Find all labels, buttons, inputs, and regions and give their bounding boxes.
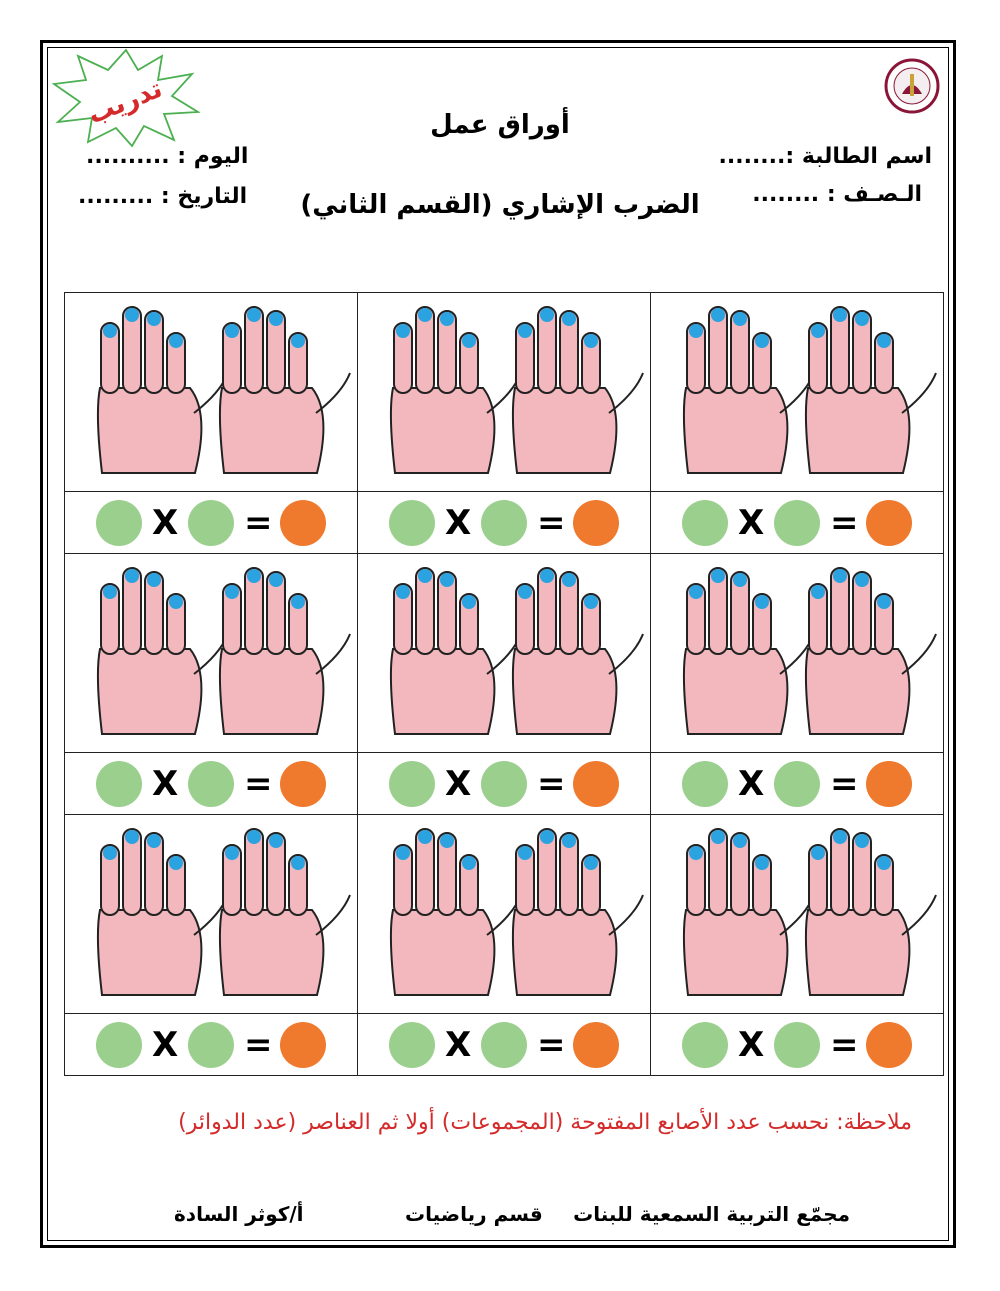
footer-school: مجمّع التربية السمعية للبنات bbox=[573, 1202, 850, 1226]
equation-row bbox=[651, 753, 943, 814]
equation-row bbox=[65, 753, 357, 814]
factor-circle[interactable] bbox=[389, 500, 435, 546]
product-circle[interactable] bbox=[573, 1022, 619, 1068]
times-sign: X bbox=[152, 763, 179, 804]
equals-sign: = bbox=[830, 502, 859, 543]
times-sign: X bbox=[738, 1024, 765, 1065]
equals-sign: = bbox=[244, 763, 273, 804]
equals-sign: = bbox=[537, 1024, 566, 1065]
factor-circle[interactable] bbox=[389, 1022, 435, 1068]
equation-row bbox=[651, 492, 943, 553]
product-circle[interactable] bbox=[573, 761, 619, 807]
hands-image bbox=[651, 554, 944, 753]
factor-circle[interactable] bbox=[682, 761, 728, 807]
factor-circle[interactable] bbox=[188, 500, 234, 546]
day-field[interactable]: اليوم : .......... bbox=[86, 144, 249, 169]
product-circle[interactable] bbox=[280, 1022, 326, 1068]
times-sign: X bbox=[445, 1024, 472, 1065]
equation-row bbox=[358, 492, 650, 553]
product-circle[interactable] bbox=[280, 761, 326, 807]
hands-image bbox=[358, 293, 651, 492]
hands-illustration bbox=[651, 293, 943, 491]
equals-sign: = bbox=[244, 1024, 273, 1065]
factor-circle[interactable] bbox=[188, 761, 234, 807]
equals-sign: = bbox=[537, 502, 566, 543]
product-circle[interactable] bbox=[866, 761, 912, 807]
product-circle[interactable] bbox=[280, 500, 326, 546]
equals-sign: = bbox=[244, 502, 273, 543]
factor-circle[interactable] bbox=[682, 1022, 728, 1068]
equation-row bbox=[358, 1014, 650, 1075]
equation-row bbox=[358, 753, 650, 814]
product-circle[interactable] bbox=[573, 500, 619, 546]
factor-circle[interactable] bbox=[774, 761, 820, 807]
factor-circle[interactable] bbox=[682, 500, 728, 546]
product-circle[interactable] bbox=[866, 500, 912, 546]
times-sign: X bbox=[152, 502, 179, 543]
equals-sign: = bbox=[830, 1024, 859, 1065]
equation-row bbox=[65, 492, 357, 553]
equals-sign: = bbox=[537, 763, 566, 804]
hands-illustration bbox=[651, 815, 943, 1013]
ministry-logo bbox=[884, 58, 940, 114]
class-field[interactable]: الـصـف : ........ bbox=[752, 182, 922, 207]
hands-image bbox=[651, 815, 944, 1014]
hands-illustration bbox=[358, 293, 650, 491]
footer-teacher: أ/كوثر السادة bbox=[174, 1202, 304, 1226]
hands-image bbox=[358, 815, 651, 1014]
equation-row bbox=[65, 1014, 357, 1075]
hands-illustration bbox=[65, 293, 357, 491]
date-field[interactable]: التاريخ : ......... bbox=[78, 184, 248, 209]
worksheet-title: أوراق عمل bbox=[430, 110, 570, 140]
equation-row bbox=[651, 1014, 943, 1075]
exercise-grid bbox=[64, 292, 944, 1076]
factor-circle[interactable] bbox=[96, 761, 142, 807]
instruction-note: ملاحظة: نحسب عدد الأصابع المفتوحة (المجموعات) أولا ثم العناصر (عدد الدوائر) bbox=[178, 1110, 912, 1135]
hands-illustration bbox=[358, 554, 650, 752]
times-sign: X bbox=[738, 502, 765, 543]
student-name-field[interactable]: اسم الطالبة :........ bbox=[718, 144, 932, 169]
times-sign: X bbox=[445, 502, 472, 543]
hands-image bbox=[65, 815, 358, 1014]
factor-circle[interactable] bbox=[481, 1022, 527, 1068]
factor-circle[interactable] bbox=[96, 500, 142, 546]
factor-circle[interactable] bbox=[481, 500, 527, 546]
hands-illustration bbox=[65, 815, 357, 1013]
factor-circle[interactable] bbox=[188, 1022, 234, 1068]
stamp-text: تدريب bbox=[83, 73, 167, 131]
hands-image bbox=[651, 293, 944, 492]
times-sign: X bbox=[445, 763, 472, 804]
product-circle[interactable] bbox=[866, 1022, 912, 1068]
hands-image bbox=[65, 554, 358, 753]
hands-illustration bbox=[358, 815, 650, 1013]
hands-image bbox=[65, 293, 358, 492]
factor-circle[interactable] bbox=[774, 1022, 820, 1068]
training-stamp bbox=[52, 48, 200, 148]
hands-illustration bbox=[651, 554, 943, 752]
factor-circle[interactable] bbox=[481, 761, 527, 807]
factor-circle[interactable] bbox=[774, 500, 820, 546]
worksheet-subtitle: الضرب الإشاري (القسم الثاني) bbox=[300, 190, 700, 220]
hands-illustration bbox=[65, 554, 357, 752]
times-sign: X bbox=[738, 763, 765, 804]
footer-department: قسم رياضيات bbox=[405, 1202, 543, 1226]
equals-sign: = bbox=[830, 763, 859, 804]
factor-circle[interactable] bbox=[96, 1022, 142, 1068]
times-sign: X bbox=[152, 1024, 179, 1065]
factor-circle[interactable] bbox=[389, 761, 435, 807]
hands-image bbox=[358, 554, 651, 753]
